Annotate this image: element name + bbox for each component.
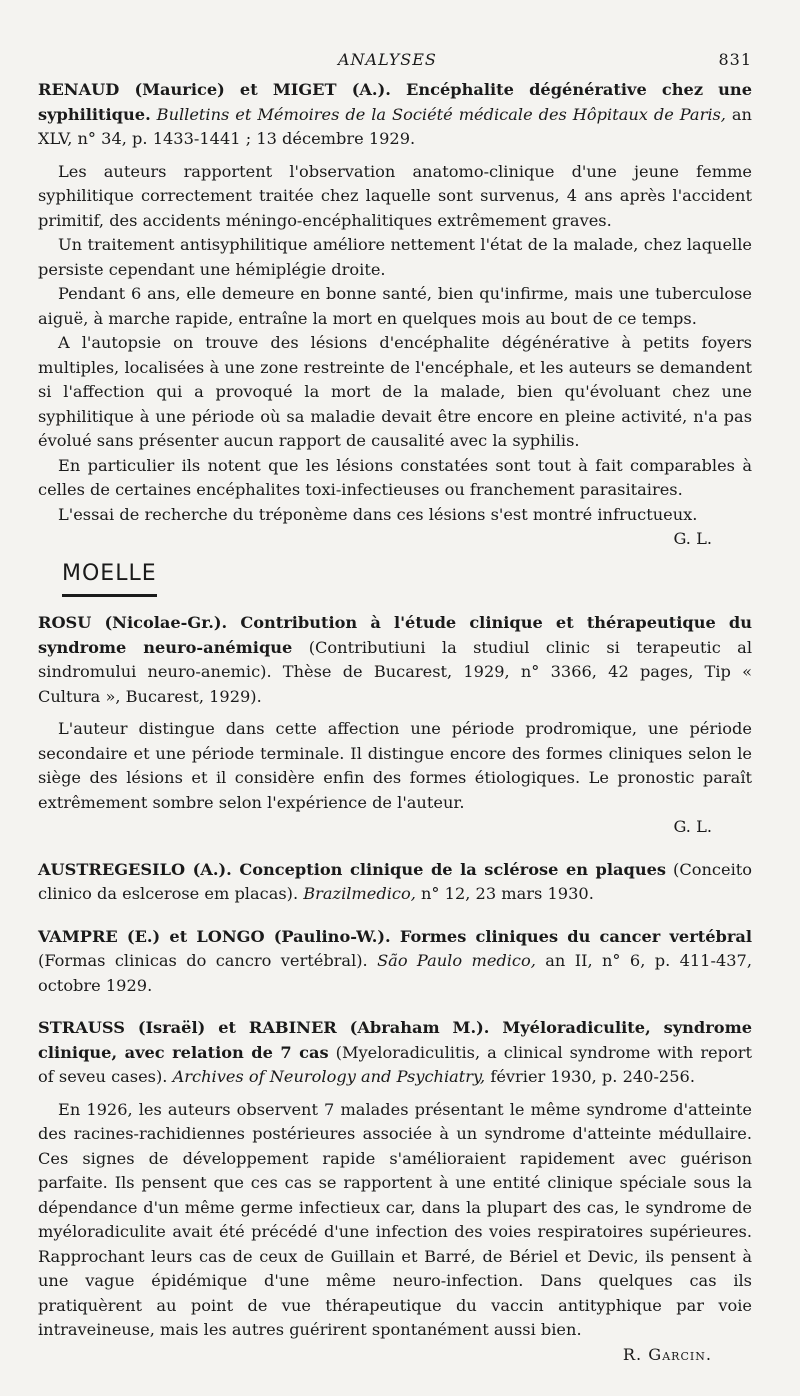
abstract-entry-austregesilo: [38, 858, 752, 907]
entry-details: février 1930, p. 240-256.: [485, 1067, 695, 1086]
entry-source: Archives of Neurology and Psychiatry,: [172, 1067, 486, 1086]
running-head: [38, 48, 752, 78]
entry-paragraph: Un traitement antisyphilitique améliore nettement l'état de la malade, chez laquelle persiste cependant une hémiplégie droite.: [38, 235, 752, 279]
entry-author-title: AUSTREGESILO (A.). Conception clinique de la sclérose en plaques: [38, 859, 667, 879]
abstract-entry-vampre: [38, 925, 752, 999]
page-number: 831: [718, 50, 752, 69]
entry-paragraph: Pendant 6 ans, elle demeure en bonne santé, bien qu'infirme, mais une tuberculose aiguë, à marche rapide, entraîne la mort en quelques mois au bout de ce temps.: [38, 284, 752, 328]
entry-details: an XLV, n° 34, p. 1433-1441 ; 13 décembre 1929.: [38, 104, 752, 148]
entry-author-title: RENAUD (Maurice) et MIGET (A.). Encéphalite dégénérative chez une syphilitique.: [38, 80, 752, 124]
entry-source: Brazilmedico,: [303, 884, 416, 903]
entry-signature: G. L.: [673, 529, 712, 548]
abstract-entry-strauss: [38, 1016, 752, 1367]
abstract-entry-rosu: [38, 611, 752, 840]
entry-paragraph: En 1926, les auteurs observent 7 malades présentant le même syndrome d'atteinte des racines-rachidiennes postérieures associée à un syndrome d'atteinte médullaire. Ces signes de développement rapide s'amélioraient rapidement avec guérison parfaite. Ils pensent que ces cas se rapportent à une entité clinique spéciale sous la dépendance d'un même germe infectieux car, dans la plupart des cas, le syndrome de myéloradiculite avait été précédé d'une infection des voies respiratoires supérieures. Rapprochant leurs cas de ceux de Guillain et Barré, de Bériel et Devic, ils pensent à une vague épidémique d'une même neuro-infection. Dans quelques cas ils pratiquèrent au point de vue thérapeutique du vaccin antityphique par voie intraveineuse, mais les autres guérirent spontanément aussi bien.: [38, 1099, 752, 1339]
entry-author-title: VAMPRE (E.) et LONGO (Paulino-W.). Formes cliniques du cancer vertébral: [38, 926, 752, 946]
running-title: ANALYSES: [338, 50, 437, 69]
entry-rest: (Myeloradiculitis, a clinical syndrome with report of seveu cases).: [38, 1042, 752, 1086]
entry-source: São Paulo medico,: [377, 951, 536, 970]
entry-paragraph: L'auteur distingue dans cette affection une période prodromique, une période secondaire et une période terminale. Il distingue encore des formes cliniques selon le siège des lésions et il considère enfin des formes étiologiques. Le pronostic paraît extrêmement sombre selon l'expérience de l'auteur.: [38, 719, 752, 812]
entry-reference: [38, 858, 752, 907]
entry-details: an II, n° 6, p. 411-437, octobre 1929.: [38, 951, 752, 995]
entry-rest: (Contributiuni la studiul clinic si terapeutic al sindromului neuro-anemic). Thèse de Bucarest, 1929, n° 3366, 42 pages, Tip « Cultura », Bucarest, 1929).: [38, 637, 752, 706]
entry-reference: [38, 1016, 752, 1090]
entry-paragraph: L'essai de recherche du tréponème dans ces lésions s'est montré infructueux.: [58, 504, 698, 524]
entry-reference: [38, 925, 752, 999]
entry-reference: [38, 611, 752, 709]
entry-details: n° 12, 23 mars 1930.: [415, 884, 594, 903]
entry-rest: (Conceito clinico da eslcerose em placas).: [38, 859, 753, 903]
abstract-entry-renaud: [38, 78, 752, 552]
entry-signature: R. Garcin.: [622, 1344, 712, 1364]
section-heading: MOELLE: [62, 562, 157, 598]
entry-author-title: ROSU (Nicolae-Gr.). Contribution à l'étude clinique et thérapeutique du syndrome neuro-anémique: [38, 613, 752, 657]
entry-paragraph: A l'autopsie on trouve des lésions d'encéphalite dégénérative à petits foyers multiples, localisées à une zone restreinte de l'encéphale, et les auteurs se demandent si l'affection qui a provoqué la mort de la malade, bien qu'évoluant chez une syphilitique à une période où sa maladie devait être encore en pleine activité, n'a pas évolué sans présenter aucun rapport de causalité avec la syphilis.: [38, 333, 752, 450]
entry-author-title: STRAUSS (Israël) et RABINER (Abraham M.). Myéloradiculite, syndrome clinique, avec relation de 7 cas: [38, 1018, 752, 1062]
entry-reference: [38, 78, 752, 152]
entry-paragraph: En particulier ils notent que les lésions constatées sont tout à fait comparables à celles de certaines encéphalites toxi-infectieuses ou franchement parasitaires.: [38, 455, 752, 499]
entry-signature: G. L.: [673, 817, 712, 836]
entry-source: Bulletins et Mémoires de la Société médicale des Hôpitaux de Paris,: [156, 104, 726, 124]
entry-paragraph: Les auteurs rapportent l'observation anatomo-clinique d'une jeune femme syphilitique correctement traitée chez laquelle sont survenus, 4 ans après l'accident primitif, des accidents méningo-encéphalitiques extrêmement graves.: [38, 161, 752, 230]
entry-rest: (Formas clinicas do cancro vertébral).: [38, 951, 378, 970]
